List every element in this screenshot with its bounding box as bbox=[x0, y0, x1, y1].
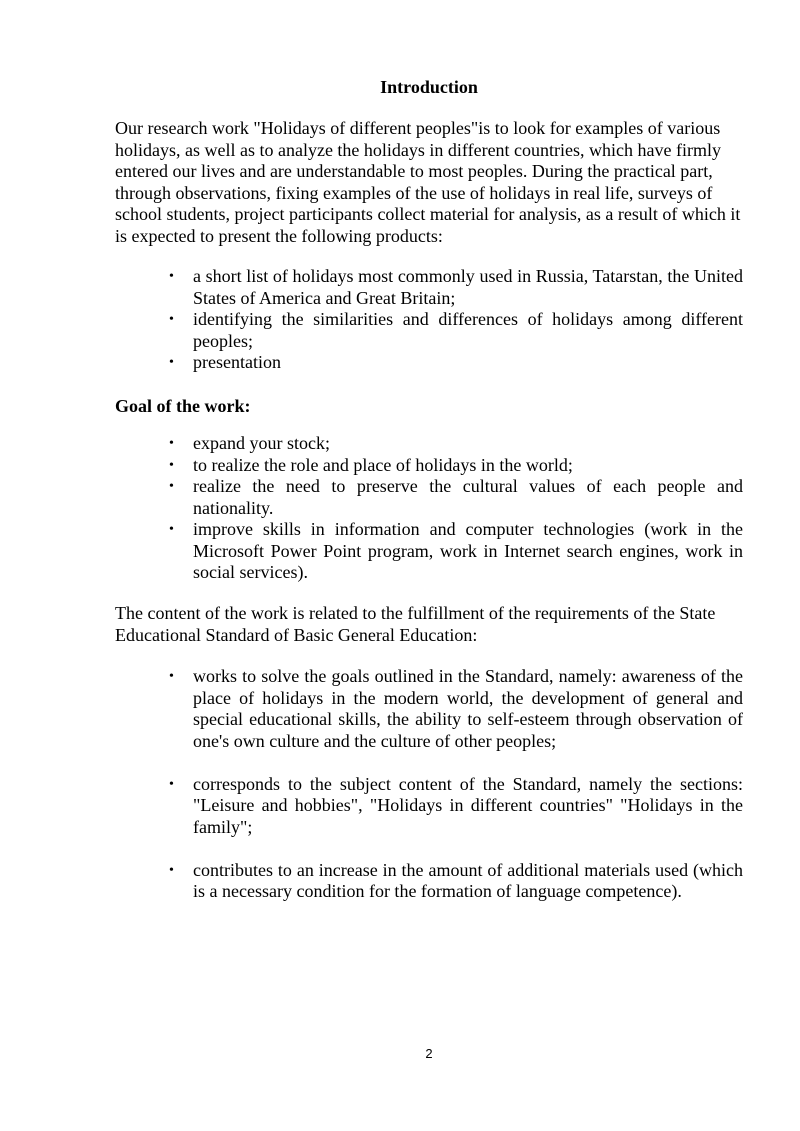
list-item: • a short list of holidays most commonly used in Russia, Tatarstan, the United States of America and Great Britain; bbox=[193, 266, 743, 309]
standard-list bbox=[193, 666, 743, 924]
list-item: • works to solve the goals outlined in the Standard, namely: awareness of the place of holidays in the modern world, the development of general and special educational skills, the ability to self-esteem through observation of one's own culture and the culture of other peoples; bbox=[193, 666, 743, 752]
list-item: • improve skills in information and computer technologies (work in the Microsoft Power Point program, work in Internet search engines, work in social services). bbox=[193, 519, 743, 584]
list-item: • presentation bbox=[193, 352, 743, 374]
page-number: 2 bbox=[425, 1046, 433, 1061]
content-paragraph: The content of the work is related to the fulfillment of the requirements of the State Educational Standard of Basic General Education: bbox=[115, 603, 716, 645]
list-item: • corresponds to the subject content of the Standard, namely the sections: "Leisure and hobbies", "Holidays in different countries" "Holidays in the family"; bbox=[193, 774, 743, 839]
goal-heading: Goal of the work: bbox=[115, 396, 251, 416]
list-item: • to realize the role and place of holidays in the world; bbox=[193, 455, 743, 477]
list-item: • identifying the similarities and differences of holidays among different peoples; bbox=[193, 309, 743, 352]
products-list bbox=[193, 266, 743, 374]
goals-list bbox=[193, 433, 743, 584]
list-item: • contributes to an increase in the amount of additional materials used (which is a necessary condition for the formation of language competence). bbox=[193, 860, 743, 903]
list-item: • realize the need to preserve the cultural values of each people and nationality. bbox=[193, 476, 743, 519]
intro-paragraph: Our research work "Holidays of different peoples"is to look for examples of various holidays, as well as to analyze the holidays in different countries, which have firmly entered our lives and are understandable to most peoples. During the practical part, through observations, fixing examples of the use of holidays in real life, surveys of school students, project participants collect material for analysis, as a result of which it is expected to present the following products: bbox=[115, 118, 741, 246]
list-item: • expand your stock; bbox=[193, 433, 743, 455]
page-title: Introduction bbox=[380, 77, 478, 97]
